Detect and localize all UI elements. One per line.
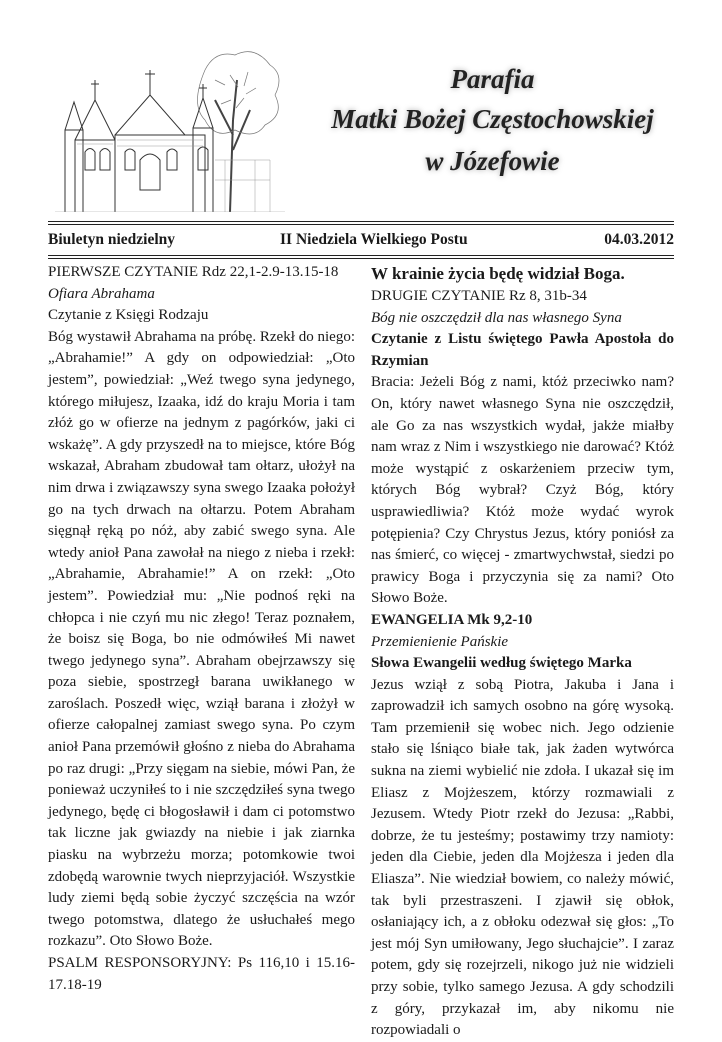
second-reading-subtitle: Bóg nie oszczędził dla nas własnego Syna: [371, 309, 622, 326]
bulletin-date: 04.03.2012: [604, 231, 674, 248]
sunday-name: II Niedziela Wielkiego Postu: [280, 231, 468, 248]
left-column: [48, 262, 355, 996]
parish-title-line3: w Józefowie: [425, 146, 560, 176]
first-reading-text: Bóg wystawił Abrahama na próbę. Rzekł do niego: „Abrahamie!” A gdy on odpowiedział: „Oto jestem”, powiedział: „Weź twego syna jedynego, którego miłujesz, Izaaka, idź do kraju Moria i tam złóż go w ofierze na jednym z pagórków, jaki ci wskażę”. A gdy przyszedł na to miejsce, które Bóg wskazał, Abraham zbudował tam ołtarz, ułożył na nim drwa i związawszy syna swego Izaaka położył go na tych drwach na ołtarzu. Potem Abraham sięgnął ręką po nóż, aby zabić swego syna. Ale wtedy anioł Pana zawołał na niego z nieba i rzekł: „Abrahamie, Abrahamie!” A on rzekł: „Oto jestem”. Powiedział mu: „Nie podnoś ręki na chłopca i nie czyń mu nic złego! Teraz poznałem, że boisz się Boga, bo nie odmówiłeś Mi nawet twego jedynego syna”. Abraham obejrzawszy się poza siebie, spostrzegł barana uwikłanego w zaroślach. Poszedł więc, wziął barana i złożył w ofierze całopalnej zamiast swego syna. Po czym anioł Pana przemówił głośno z nieba do Abrahama po raz drugi: „Przy sięgam na siebie, mówi Pan, że ponieważ uczyniłeś to i nie szczędziłeś syna twego jedynego, będę ci błogosławił i dam ci potomstwo tak liczne jak gwiazdy na niebie i jak ziarnka piasku na wybrzeżu morza; potomkowie twoi zdobędą warownie twych nieprzyjaciół. Wszystkie ludy ziemi będą sobie życzyć szczęścia na wzór twego potomstwa, dlatego że usłuchałeś mego rozkazu”. Oto Słowo Boże.: [48, 328, 355, 950]
second-reading-heading: DRUGIE CZYTANIE Rz 8, 31b-34: [371, 288, 587, 304]
parish-title-line1: Parafia: [450, 64, 535, 94]
gospel-source: Słowa Ewangelii według świętego Marka: [371, 655, 632, 672]
second-reading-text: Bracia: Jeżeli Bóg z nami, któż przeciwko nam? On, który nawet własnego Syna nie oszczędził, ale Go za nas wszystkich wydał, jakże miałby nam wraz z Nim i wszystkiego nie darować? Któż może wystąpić z oskarżeniem przeciw tym, których Bóg wybrał? Czyż Bóg, który usprawiedliwia? Któż może wydać wyrok potępienia? Czy Chrystus Jezus, który poniósł za nas śmierć, co więcej - zmartwychwstał, siedzi po prawicy Boga i przyczynia się za nami? Oto Słowo Boże.: [371, 374, 674, 607]
first-reading-heading: PIERWSZE CZYTANIE Rdz 22,1-2.9-13.15-18: [48, 264, 339, 280]
first-reading-source: Czytanie z Księgi Rodzaju: [48, 307, 209, 324]
header-rule-top-inner: [48, 224, 674, 225]
gospel-heading: EWANGELIA Mk 9,2-10: [371, 611, 533, 628]
header-rule-top: [48, 221, 674, 222]
parish-title: [300, 60, 685, 182]
gospel-subtitle: Przemienienie Pańskie: [371, 633, 509, 650]
church-illustration: [55, 40, 285, 212]
gospel-text: Jezus wziął z sobą Piotra, Jakuba i Jana i zaprowadził ich samych osobno na górę wysoką. Tam przemienił się wobec nich. Jego odzienie stało się lśniąco białe tak, jak żaden wytwórca sukna na ziemi wybielić nie zdoła. I ukazał się im Eliasz z Mojżeszem, którzy rozmawiali z Jezusem. Wtedy Piotr rzekł do Jezusa: „Rabbi, dobrze, że tu jesteśmy; postawimy trzy namioty: jeden dla Ciebie, jeden dla Mojżesza i jeden dla Eliasza”. Nie wiedział bowiem, co należy mówić, tak byli przestraszeni. I zjawił się obłok, osłaniający ich, a z obłoku odezwał się głos: „To jest mój Syn umiłowany, Jego słuchajcie”. I zaraz potem, gdy się rozejrzeli, nikogo już nie widzieli przy sobie, tylko samego Jezusa. A gdy schodzili z góry, przykazał im, aby nikomu nie rozpowiadali o: [371, 676, 674, 1039]
page-header: [0, 0, 722, 222]
first-reading-subtitle: Ofiara Abrahama: [48, 285, 155, 302]
bulletin-bar: [48, 228, 674, 252]
bulletin-label: Biuletyn niedzielny: [48, 231, 176, 248]
second-reading-source: Czytanie z Listu świętego Pawła Apostoła do Rzymian: [371, 331, 674, 369]
parish-title-line2: Matki Bożej Częstochowskiej: [331, 104, 654, 134]
psalm-refrain: W krainie życia będę widział Boga.: [371, 264, 625, 283]
header-rule-bottom-inner: [48, 258, 674, 259]
header-rule-bottom: [48, 255, 674, 256]
right-column: [371, 262, 674, 1042]
psalm-heading: PSALM RESPONSORYJNY: Ps 116,10 i 15.16-17.18-19: [48, 955, 355, 993]
